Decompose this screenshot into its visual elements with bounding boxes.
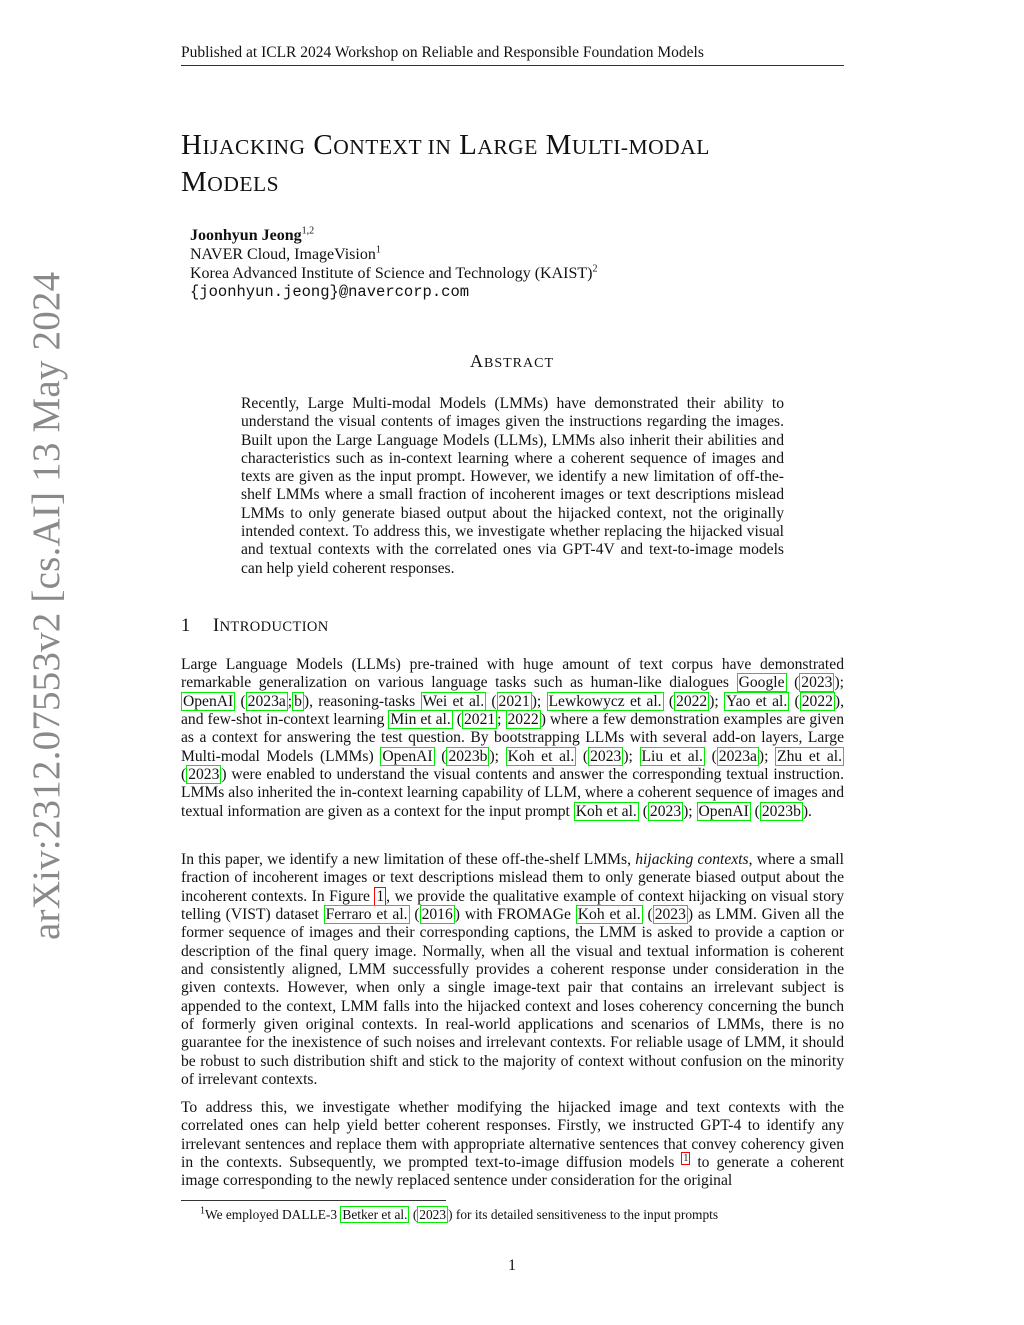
citation-link[interactable]: 2023 bbox=[801, 674, 833, 692]
citation-link[interactable]: Koh et al. bbox=[507, 747, 575, 765]
citation-link[interactable]: 2021 bbox=[463, 711, 496, 729]
abstract-text: Recently, Large Multi-modal Models (LMMs) have demonstrated their ability to understand the visual contents of images given the instructions regarding the images. Built upon the Large Language Models (LLMs), LMMs also inherit their abilities and characteristics such as in-context learning where a coherent sequence of images and texts are given as the input prompt. However, we identify a new limitation of off-the-shelf LMMs where a small fraction of incoherent images or text descriptions mislead LMMs to only generate biased output about the hijacked context, not the originally intended context. To address this, we investigate whether replacing the hijacked visual and textual contexts with the correlated ones via GPT-4V and text-to-image models can help yield coherent responses. bbox=[241, 395, 784, 577]
footnote: $^1$We employed DALLE-3 Betker et al. ( 2023 ) for its detailed sensitiveness to the input prompts bbox=[200, 1205, 719, 1222]
running-header: Published at ICLR 2024 Workshop on Reliable and Responsible Foundation Models bbox=[181, 44, 844, 66]
citation-link[interactable]: Google bbox=[738, 674, 785, 692]
author-block bbox=[190, 226, 597, 302]
citation-link[interactable]: OpenAI bbox=[698, 802, 749, 820]
citation-link[interactable]: 2022 bbox=[507, 711, 539, 729]
citation-link[interactable]: 2023a bbox=[718, 747, 757, 765]
paragraph-intro-1: Large Language Models (LLMs) pre-trained with huge amount of text corpus have demonstrated remarkable generalization on various language tasks such as human-like dialogues Google ( 2023 ); OpenAI ( 2023a ; b ), reasoning-tasks Wei et al. ( 2021 ); Lewkowycz et al. ( 2022 ); Yao et al. ( 2022 ), and few-shot in-context learning Min et al. ( 2021 ; 2022 ) where a few demonstration examples are given as a context for answering the test question. By bootstrapping LLMs with several add-on layers, Large Multi-modal Models (LMMs) OpenAI ( 2023b ); Koh et al. ( 2023 ); Liu et al. ( 2023a ); Zhu et al. ( 2023 ) were enabled to understand the visual contents and answer the corresponding textual instruction. LMMs also inherited the in-context learning capability of LLM, where a coherent sequence of images and textual information are given as a context for the input prompt Koh et al. ( 2023 ); OpenAI ( 2023b ). bbox=[181, 656, 845, 820]
citation-link[interactable]: Yao et al. bbox=[725, 692, 788, 710]
paragraph-intro-3: To address this, we investigate whether modifying the hijacked image and text contexts with the correlated ones can help yield better coherent responses. Firstly, we instructed GPT-4 to identify any irrelevant sentences and replace them with appropriate alternative sentences that convey coherency given in the contexts. Subsequently, we prompted text-to-image diffusion models $^1$ to generate a coherent image corresponding to the newly replaced sentence under consideration for the original bbox=[181, 1099, 844, 1190]
footnote-reference-link[interactable]: 1 bbox=[683, 1152, 689, 1164]
citation-link[interactable]: Koh et al. bbox=[575, 802, 637, 820]
affiliation-line: NAVER Cloud, ImageVision$^1$ bbox=[190, 244, 381, 263]
citation-link[interactable]: Lewkowycz et al. bbox=[548, 692, 662, 710]
figure-reference-link[interactable]: 1 bbox=[376, 887, 385, 905]
citation-link[interactable]: Wei et al. bbox=[422, 692, 485, 710]
citation-link[interactable]: Betker et al. bbox=[342, 1207, 408, 1222]
citation-link[interactable]: Liu et al. bbox=[641, 747, 703, 765]
citation-link[interactable]: 2023 bbox=[188, 766, 220, 784]
citation-link[interactable]: 2023b bbox=[448, 747, 488, 765]
author-name: Joonhyun Jeong bbox=[190, 227, 302, 244]
citation-link[interactable]: 2022 bbox=[801, 692, 833, 710]
citation-link[interactable]: 2023b bbox=[761, 802, 801, 820]
citation-link[interactable]: 2021 bbox=[498, 692, 530, 710]
page-number: 1 bbox=[508, 1257, 516, 1274]
citation-link[interactable]: Koh et al. bbox=[577, 906, 641, 924]
arxiv-identifier[interactable]: arXiv:2312.07553v2 [cs.AI] 13 May 2024 bbox=[25, 271, 68, 940]
citation-link[interactable]: OpenAI bbox=[382, 747, 433, 765]
section-heading-introduction: 1 INTRODUCTION bbox=[181, 616, 329, 636]
citation-link[interactable]: Min et al. bbox=[390, 711, 451, 729]
citation-link[interactable]: 2023 bbox=[649, 802, 682, 820]
author-line: Joonhyun Jeong$^{1,2}$ bbox=[190, 225, 315, 244]
emphasis-term: hijacking contexts bbox=[635, 851, 749, 868]
citation-link[interactable]: Zhu et al. bbox=[777, 747, 842, 765]
footnote-mark: 1 bbox=[200, 1205, 205, 1217]
citation-link[interactable]: 2016 bbox=[421, 906, 453, 924]
citation-link[interactable]: 2023 bbox=[419, 1207, 447, 1222]
citation-link[interactable]: OpenAI bbox=[183, 692, 234, 710]
abstract-heading: ABSTRACT bbox=[469, 351, 554, 371]
citation-link[interactable]: 2023 bbox=[654, 906, 686, 924]
citation-link[interactable]: 2023a bbox=[247, 692, 286, 710]
citation-link[interactable]: 2022 bbox=[676, 692, 708, 710]
paper-title: HIJACKING CONTEXT IN LARGE MULTI-MODAL MODELS bbox=[181, 129, 710, 198]
citation-link[interactable]: Ferraro et al. bbox=[325, 906, 408, 924]
footnote-divider bbox=[181, 1200, 446, 1201]
citation-link[interactable]: b bbox=[294, 692, 302, 710]
author-email[interactable]: {joonhyun.jeong}@navercorp.com bbox=[190, 283, 470, 301]
affiliation-line: Korea Advanced Institute of Science and Technology (KAIST)$^2$ bbox=[190, 263, 598, 282]
citation-link[interactable]: 2023 bbox=[590, 747, 622, 765]
paragraph-intro-2: In this paper, we identify a new limitation of these off-the-shelf LMMs, hijacking contexts, where a small fraction of incoherent images or text descriptions mislead them to only generate biased output about the incoherent contexts. In Figure 1 , we provide the qualitative example of context hijacking on visual story telling (VIST) dataset Ferraro et al. ( 2016 ) with FROMAGe Koh et al. ( 2023 ) as LMM. Given all the former sequence of images and their corresponding captions, the LMM is asked to provide a caption or description of the final query image. Normally, when all the visual and textual information is coherent and consistently aligned, LMM successfully provides a coherent response under consideration in the given contexts. However, when only a single image-text pair that contains an irrelevant subject is appended to the context, LMM falls into the hijacked context and loses coherency concerning the bunch of formerly given original contexts. In real-world applications and scenarios of LMMs, there is no guarantee for the inexistence of such noises and irrelevant contexts. For reliable usage of LMM, it should be robust to such distribution shift and stick to the majority of context without confusion on the minority of irrelevant contexts. bbox=[181, 851, 845, 1089]
